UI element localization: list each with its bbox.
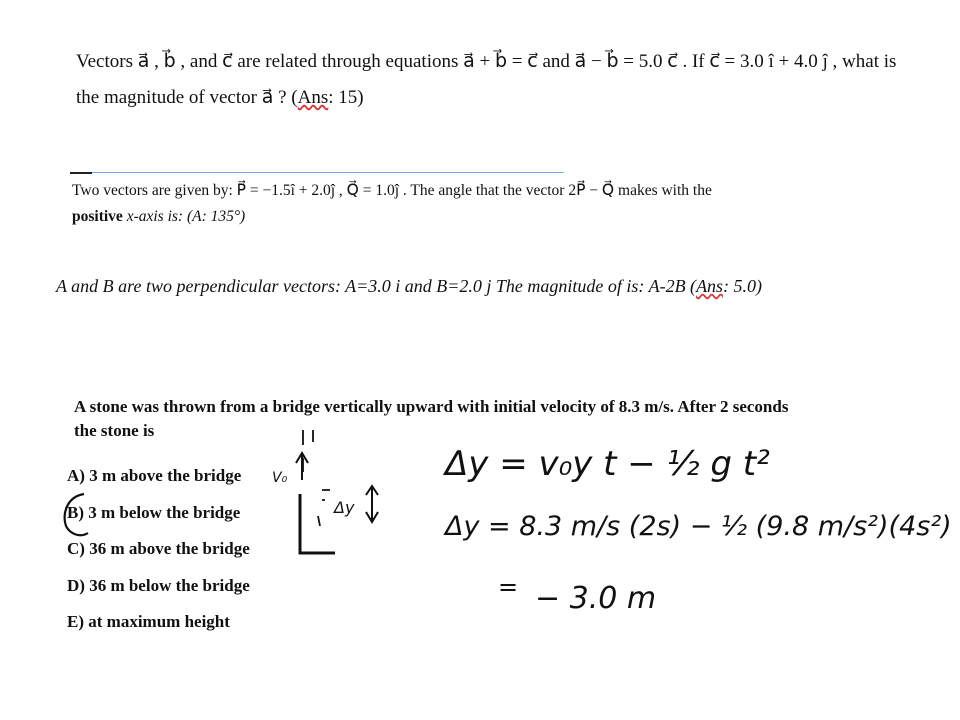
option-b: B) 3 m below the bridge [67, 502, 241, 522]
problem-3-answer: : 5.0) [723, 276, 763, 296]
problem-1-ans-word: Ans [297, 87, 329, 108]
sketch-dashed-path [303, 430, 313, 472]
handwritten-equation-1: Δy = v₀y t − ½ g t² [445, 444, 770, 484]
problem-1-answer: : 15) [328, 87, 364, 108]
option-e: E) at maximum height [67, 612, 230, 631]
option-c: C) 36 m above the bridge [67, 539, 250, 558]
sketch-up-arrow [296, 453, 308, 480]
problem-2-line-1: Two vectors are given by: P⃗ = −1.5î + 2.0ĵ , Q⃗ = 1.0ĵ . The angle that the vector 2P⃗ − Q⃗ makes with the [72, 182, 712, 199]
problem-4-line-1: A stone was thrown from a bridge vertically upward with initial velocity of 8.3 m/s. After 2 seconds [74, 397, 789, 416]
problem-1-line-1: Vectors a⃗ , b⃗ , and c⃗ are related through equations a⃗ + b⃗ = c⃗ and a⃗ − b⃗ = 5.0 c⃗ . If c⃗ = 3.0 î + 4.0 ĵ , what is [76, 51, 897, 72]
problem-3-text: A and B are two perpendicular vectors: A=3.0 i and B=2.0 j The magnitude of is: A-2B ( [56, 276, 697, 296]
sketch-dy-label: Δy [334, 498, 355, 517]
sketch-bridge-line [300, 494, 335, 553]
problem-1-line-2-text: the magnitude of vector a⃗ ? ( [76, 87, 298, 108]
option-b-circle-mark [65, 494, 88, 535]
handwritten-result: − 3.0 m [535, 581, 657, 616]
handwritten-equation-2: Δy = 8.3 m/s (2s) − ½ (9.8 m/s²)(4s²) [445, 511, 952, 542]
sketch-dy-arrow [366, 486, 378, 522]
problem-2-line-2-rest: x-axis is: (A: 135°) [122, 208, 246, 225]
problem-4-line-2: the stone is [74, 421, 155, 440]
sketch-dashes [318, 490, 330, 526]
problem-3-ans-word: Ans [696, 276, 724, 296]
handwritten-equals: = [498, 573, 519, 601]
sketch-v0-label: V₀ [272, 470, 288, 486]
problem-2-positive-word: positive [72, 208, 123, 225]
option-d: D) 36 m below the bridge [67, 575, 250, 595]
option-a: A) 3 m above the bridge [67, 466, 242, 485]
